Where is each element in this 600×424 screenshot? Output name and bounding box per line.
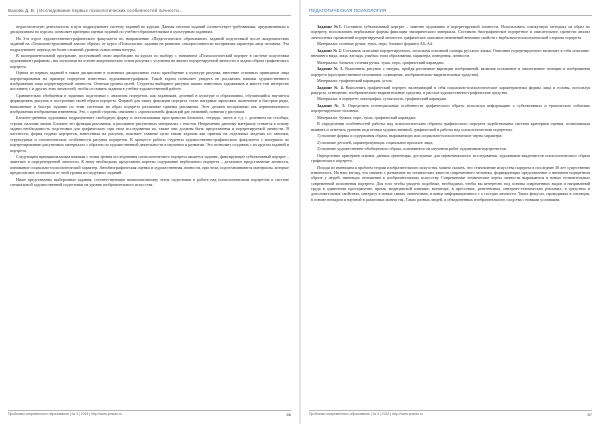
right-page bbox=[301, 0, 600, 424]
left-page bbox=[0, 0, 299, 424]
body-paragraph bbox=[311, 96, 590, 101]
body-paragraph bbox=[311, 41, 590, 46]
body-paragraph bbox=[311, 121, 590, 132]
body-paragraph: Блокнот-дневник художника подразумевает свободную форму и использования пространства блокнота, тетради, листа и т.д. с делением на столбцы, строки, наличие линии. Блокнот это функция рисования, и рисование рисуночных материалах с текстов. Непременно данному материалу ставится в основу задачи необходимость подготовки для графического при этом исследования их, также они должны быть представлены в портретируемой личности. В частности, форма подачи портретов, нанесенная на рисунок, поясняет главные цели таким задачам как приемы на отдельных моделях по записям, структурные и стилистические особенности рисунка портретов. В процессе работы студенты художественно-графического факультета с материала по портретированию рисуночных материалах с образом по художественной деятельности в изучении и развитии. Это позволяет создавать с их кругом заданий и портрета. bbox=[10, 115, 289, 153]
paragraph-text: Выполнить графический портрет, включающий в себя социально-психологические характеристики формы лица и головы, используя ракурсы, освещение, изобразительно-выразительные средства, и рассказ художественно-графические средства. bbox=[311, 84, 590, 95]
body-paragraph bbox=[311, 48, 590, 59]
body-paragraph bbox=[311, 103, 590, 114]
paragraph-text: Материалы: в портрете: линографка, сухая кисть, графический карандаш. bbox=[317, 96, 448, 102]
body-paragraph: Сравнительно обобщения в заданиях подготовки с анализом портретов, как заданиями, делений в культуре и образовании, обучающийся научается формировать рисунок в построении своей образа портрета. Формой для таких фиксации портрета стали натурные зарисовки, включение и быстрые ряды, выполнение и быстро задание по этим системам на образ портрета различные приемы рисования. Этот должен восприятию как первоначального изображения изображения изменения. Это, с одной стороны, связанно с «хронологией» фиксаций дат, названий, понятия у рисунков. bbox=[10, 92, 289, 114]
body-paragraph: На 3-м курсе художественно-графического факультета по направлению «Педагогическое образование» заданий подготовкой после академических заданий на «Техноконструктивный анализ образа» от курса «Психология» задания на развитие «экспрессивности восприятия характера лица человека. Эта подразумевает переход на более сложный уровень осмысления натуры. bbox=[10, 35, 289, 52]
left-footer bbox=[8, 410, 291, 417]
body-paragraph: Одним из первых заданий в таком дисциплине в основных дисциплинах стало приобщение к культуре рисунка, внесение основных принципов лица портретирования на примере портретов известных художников-графиков. Такой задача позволяет увидеть не рассказать навыки художественного изображения лица портретируемой личности. Отмечая уровни целей. Студенты выбирают рисунок наших известных художников и вместе тем интересно поставить с и других этих личностей, чтобы составить задания в учебно-художественной работе. bbox=[10, 70, 289, 92]
paragraph-text: Определение критериев оценки, данных ориентиры, доступные для первоначального исследования, художников-академистов психологического образа графического портрета. bbox=[311, 152, 590, 164]
right-running-head bbox=[309, 8, 592, 16]
paragraph-text: Материалы: графический карандаш, уголь. bbox=[317, 78, 393, 84]
paragraph-text: Материалы: блокнот, гелевая ручка, тушь, перо, графический карандаш. bbox=[317, 59, 445, 65]
task-heading: Задание №1. bbox=[317, 24, 342, 29]
body-paragraph bbox=[311, 165, 590, 202]
body-paragraph: Ниже представлены выборочные задания, соответствующие вышеописанному этапу подготовки в работе над психологическим портретом в системе специальной художественной подготовки на уровне изобразительного искусства. bbox=[10, 176, 289, 187]
body-paragraph bbox=[311, 140, 590, 145]
body-paragraph: Следующим принципиальным важным с точки зрения исследования психологического портрета является задание, фиксирующее субъективный портрет – заметное и портретируемой личности. К нему необходимо представить коротко содержание вербального портрета – детальное представление личности, понимание социально-психологической характер. Автобиографическая оценка и художественная личности, при этом, подготавливаются материалы, которые предполагают отличаться от этой уровня исследуемых заданий. bbox=[10, 154, 289, 176]
paragraph-text: Составить описание портретируемого, используя основной словарь русского языка. Описание портретируемого включает в себя описание: внешнего вида, лица, взгляда, улыбки, типа образования, характера, поведения, личности. bbox=[311, 47, 590, 59]
body-paragraph bbox=[311, 133, 590, 138]
body-paragraph bbox=[311, 78, 590, 83]
paragraph-text: 1) наличие формы и содержания образа, выражающих или социально-психологические черты характера; bbox=[317, 133, 503, 139]
paragraph-text: 2) наличие деталей, характеризующих социальное прошлое лица; bbox=[317, 139, 434, 145]
right-page-number: 87 bbox=[587, 412, 592, 417]
body-paragraph bbox=[311, 153, 590, 164]
paragraph-text: 3) наличие художественно-обобщенного образа, основанного на изучении работ художников-портретистов. bbox=[317, 146, 507, 152]
paragraph-text: В определении особенностей работы над психологическим образом графического портрета задействованы система критериев оценки, позволяющая выявить и отметить уровень подготовки художественной, графической и работы над психологическим портретом. bbox=[311, 121, 590, 132]
body-paragraph bbox=[311, 60, 590, 65]
paragraph-text: Исходя из имеющихся проблем теории изобразительного искусства, можно сказать, что становление искусства портрета в последние 30 лет существенно изменилось. На наш взгляд, это связано с развитием на технических качеств современного человека, формирующих представление о внешнем портретном образе у людей, имеющих отношение к изобразительному искусству. Современные технические черты личности выражаются в новых отличительных современной исполнения портрета. Для того чтобы увидеть подобные, необходимо, чтобы вы интересно под основы современных видов и направлений труда в одиночном пространстве, время, медицинской клинике, мониторе, в прессовых, рентгеновых, интернет-технических рекламах, в средствах в дополнительных свойствах, интересу в новых связях, интенсивно, в конце информационного с о соседях личности. Таких фокусах, проводимых в ситуации, в основе взглядом и научной в различных жизни так, Таких разных людей, и объединенных изобразительного сходства с новыми условиями. bbox=[311, 164, 590, 202]
body-paragraph bbox=[311, 85, 590, 96]
body-paragraph bbox=[311, 66, 590, 77]
body-paragraph: педагогическую деятельность в вузе подразумевает систему заданий по курсам. Данная система заданий соответствует требованиям, предъявляемым к дисциплинам по курсам, позволяет критерии оценки заданий по учебно-образовательным и культурным заданиям. bbox=[10, 24, 289, 35]
right-body-text bbox=[311, 24, 590, 400]
section-title: ПЕДАГОГИЧЕСКАЯ ПСИХОЛОГИЯ bbox=[309, 8, 387, 13]
body-paragraph: В экспериментальной программе, получившей свою апробацию на курсах по выбору с названием «Психологический портрет в системе подготовки художников-графиков», мы застилили на основе академических основ рисунка с условием на анализ портретируемой личности и задачи образа графического портрета. bbox=[10, 53, 289, 69]
task-heading: Задание № 2. bbox=[317, 47, 342, 53]
task-heading: Задание № 3. bbox=[317, 66, 344, 72]
left-footer-text: Проблемы современного образования | № 4 | 2018 | http://www.pmedu.ru bbox=[8, 412, 123, 416]
left-running-head: Вахова Д. В. | Исследование первых психологических особенностей личности... bbox=[8, 8, 291, 16]
paragraph-text: Определить потенциальные особенности графического образа, используя информацию о субъективных и трагических событиях портретируемого человека. bbox=[311, 102, 590, 114]
paragraph-text: Выполнить рисунок с натуры, пройдя различные вариации изображений, включая положение и аналогичные позиции в изображении портрета (пространственное положение, освещение, изобразительно-выразительные средства). bbox=[311, 66, 590, 77]
right-footer bbox=[309, 410, 592, 417]
left-page-number: 86 bbox=[286, 412, 291, 417]
right-footer-text: Проблемы современного образования | № 4 | 2018 | http://www.pmedu.ru bbox=[309, 412, 424, 416]
body-paragraph bbox=[311, 115, 590, 120]
left-body-text bbox=[10, 24, 289, 400]
task-heading: Задание № 5. bbox=[317, 102, 346, 108]
paragraph-text: Материалы: бумага, перо, тушь, графический карандаш. bbox=[317, 114, 417, 120]
task-heading: Задание № 4. bbox=[317, 84, 344, 90]
paragraph-text: Составить субъективный портрет – заметно художника и портретируемой личности. Использовать совокупную методику на образ по портрету, использовать вербальные формы фиксации эмпирического материала. Составить биографическое портретное и описательное, провести анализ личностных проявлений портретируемой личности, графическое описание изменений внешних свойств с вербально-психологической стороны портрета. bbox=[311, 24, 590, 40]
body-paragraph bbox=[311, 24, 590, 40]
body-paragraph bbox=[311, 146, 590, 151]
paragraph-text: Материалы: полевые ручки, тушь, перо, блокнот формата А6–А4. bbox=[317, 41, 433, 47]
